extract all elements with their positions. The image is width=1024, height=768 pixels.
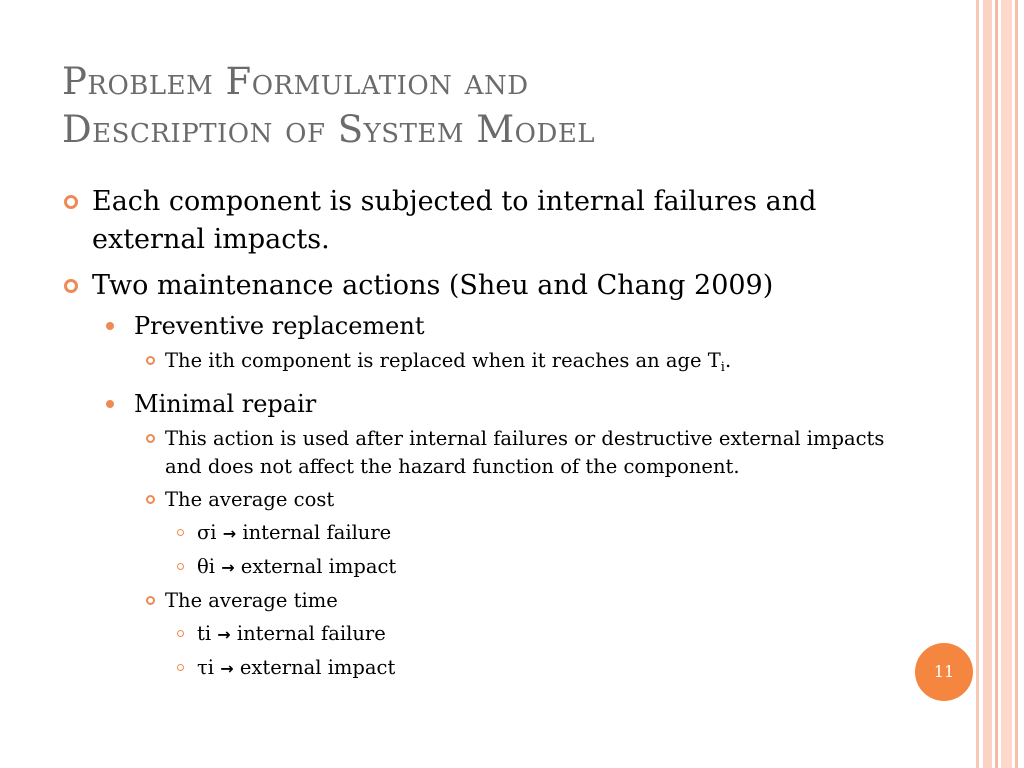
symbol-tau: τi	[197, 656, 215, 679]
bullet-minimal-repair	[62, 388, 902, 420]
bullet-ring-icon	[146, 596, 155, 605]
bullet-text: Preventive replacement	[134, 312, 425, 340]
symbol-t: ti	[197, 622, 212, 645]
slide-title-line-1: Problem Formulation and	[62, 60, 529, 103]
arrow-right-icon: →	[222, 524, 237, 543]
symbol-sigma: σi	[197, 521, 217, 544]
bullet-cost-internal	[62, 519, 902, 548]
bullet-maintenance-actions	[62, 267, 902, 305]
decor-stripe	[976, 0, 979, 768]
bullet-dot-icon	[106, 400, 114, 408]
bullet-time-external	[62, 654, 902, 683]
bullet-ring-icon	[64, 279, 78, 293]
bullet-text: The average time	[165, 589, 338, 612]
bullet-text: external impact	[239, 656, 396, 679]
slide-title-line-2: Description of System Model	[62, 108, 596, 151]
bullet-text: This action is used after internal failures or destructive external impacts and does not affect the hazard function of the component.	[165, 427, 885, 478]
bullet-text: internal failure	[236, 622, 386, 645]
bullet-text: Each component is subjected to internal failures and external impacts.	[92, 186, 817, 255]
bullet-text: Minimal repair	[134, 390, 317, 418]
slide-title	[62, 58, 942, 154]
bullet-ring-icon	[146, 356, 155, 365]
bullet-preventive-replacement	[62, 310, 902, 342]
decor-stripe	[983, 0, 992, 768]
bullet-text: internal failure	[242, 521, 392, 544]
slide-number-badge: 11	[915, 643, 973, 701]
subscript-i: i	[720, 360, 725, 375]
bullet-text-suffix: .	[724, 349, 732, 372]
bullet-ring-icon	[64, 195, 78, 209]
slide-content	[62, 183, 902, 683]
bullet-time-internal	[62, 620, 902, 649]
bullet-text: The average cost	[165, 488, 335, 511]
bullet-average-time	[62, 587, 902, 615]
bullet-text: The ith component is replaced when it reaches an age T	[165, 349, 721, 372]
bullet-cost-external	[62, 553, 902, 582]
arrow-right-icon: →	[221, 558, 235, 577]
bullet-text: external impact	[240, 555, 397, 578]
decor-stripe	[1015, 0, 1018, 768]
bullet-components	[62, 183, 902, 259]
bullet-average-cost	[62, 486, 902, 514]
bullet-text: Two maintenance actions (Sheu and Chang 2009)	[92, 270, 774, 301]
bullet-ring-icon	[146, 495, 155, 504]
bullet-preventive-detail	[62, 347, 902, 382]
bullet-ring-icon	[177, 630, 184, 637]
arrow-right-icon: →	[220, 659, 234, 678]
decor-stripe	[995, 0, 998, 768]
bullet-minimal-detail	[62, 425, 902, 481]
bullet-ring-icon	[146, 434, 155, 443]
bullet-dot-icon	[106, 322, 114, 330]
arrow-right-icon: →	[217, 625, 231, 644]
bullet-ring-icon	[177, 664, 184, 671]
decor-stripe	[1001, 0, 1012, 768]
symbol-theta: θi	[197, 555, 215, 578]
bullet-ring-icon	[177, 529, 184, 536]
bullet-ring-icon	[177, 563, 184, 570]
